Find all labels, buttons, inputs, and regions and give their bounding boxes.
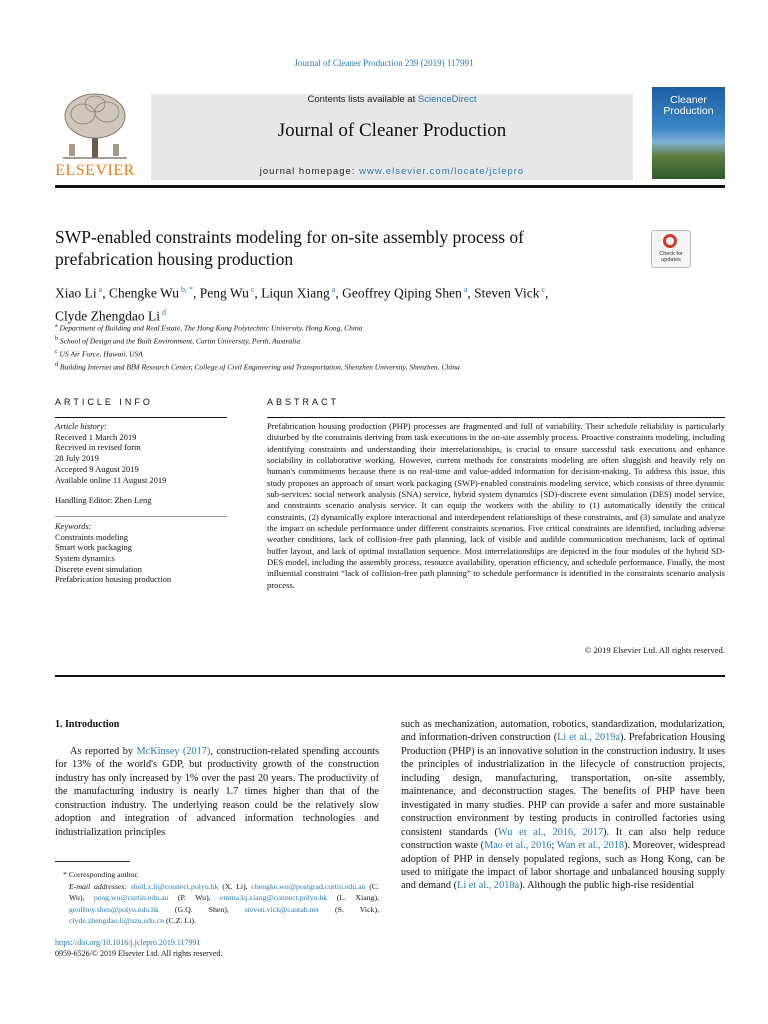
affiliation-text: US Air Force, Hawaii, USA — [57, 349, 143, 359]
contents-prefix: Contents lists available at — [307, 94, 418, 105]
intro-text: , construction-related spending accounts for 13% of the world's GDP, but productivity growth of the construction industry has only increased by 1% over the past 20 years. The productivity of the manufacturing industry is nearly 1.7 times higher than that of the construction industry. The underlying reason could be the relatively slow adoption and integration of advanced information technologies and industrialization principles — [55, 746, 379, 838]
citation-link[interactable]: Wu et al., 2016, 2017 — [497, 826, 604, 838]
cover-title-line-1: Cleaner — [670, 94, 707, 106]
citation-link[interactable]: McKinsey (2017) — [136, 746, 211, 757]
email-owner: (G.Q. Shen), — [158, 904, 245, 914]
author-affil-marker[interactable]: c — [248, 285, 255, 294]
header-rule — [55, 185, 725, 188]
intro-text: ; — [551, 840, 557, 852]
email-owner: (X. Li), — [218, 881, 252, 891]
issn-line: 0959-6526/© 2019 Elsevier Ltd. All rights reserved. — [55, 949, 223, 958]
author-separator: , — [102, 285, 109, 301]
keyword-item: Smart work packaging — [55, 542, 132, 553]
email-owner: (C.Z. Li). — [164, 916, 196, 926]
abstract-text: Prefabrication housing production (PHP) processes are fragmented and full of variability. Their schedule reliability is particularly disturbed by the constraints deriving from task executions in the on-site assembly process. Proactive constraints modeling, including identifying constraints and understanding their interrelationships, is crucial to ensure successful task executions and enhance sociability in collaborative working. However, current methods for constraints modeling are often sluggish and heavily rely on human's commitments because there is no real-time and value-added information for decision-making. To address this issue, this study proposes an approach of smart work packaging (SWP)-enabled constraints modeling service, which consists of three dynamic sub-services: social network analysis (SNA) service, hybrid system dynamics (SD)-discrete event simulation (DES) model service, and constraints scenario analysis service. It can equip the workers with the ability to (1) automatically identify the critical constraints, (2) dynamically explore interactional and interdependent relationships of these constraints, and (3) simulate and analyze the impact on schedule performance under different constraints scenarios. Five critical constraints are identified, including adverse weather conditions, lack of collision-free path planning, lack of visible and audible communication mechanism, lack of optimal buffer layout, and lack of optimal installation sequence. Most interrelationships are depicted in the four modules of the hybrid SD-DES model, including the assembly process, resource availability, operation efficiency, and schedule performance. Finally, the most influential constraint “lack of collision-free path planning” to schedule performance is identified in the constraints scenario analysis process. — [267, 421, 725, 590]
check-updates-icon — [663, 234, 677, 248]
intro-text: ). It can also help reduce construction waste ( — [401, 826, 725, 852]
affiliation-line — [55, 334, 715, 347]
homepage-prefix: journal homepage: — [259, 166, 360, 177]
article-info-rule — [55, 417, 227, 418]
author-affil-marker[interactable]: d — [159, 307, 166, 317]
email-link[interactable]: peng.wu@curtin.edu.au — [93, 893, 169, 903]
intro-text: such as mechanization, automation, robotics, standardization, modularization, and information-driven construction ( — [401, 719, 725, 744]
author-separator: , — [193, 285, 200, 301]
check-for-updates-badge[interactable] — [651, 230, 691, 268]
email-addresses — [55, 881, 379, 927]
author-name[interactable]: Liqun Xiang — [261, 285, 330, 301]
citation-link[interactable]: Mao et al., 2016 — [484, 840, 552, 852]
author-affil-marker[interactable]: a — [329, 285, 336, 294]
email-label: E-mail addresses: — [69, 881, 131, 891]
abstract-heading: ABSTRACT — [267, 397, 340, 407]
author-name[interactable]: Clyde Zhengdao Li — [55, 308, 160, 323]
email-link[interactable]: shell.x.li@connect.polyu.hk — [130, 881, 219, 891]
keyword-item: Constraints modeling — [55, 531, 128, 542]
affiliation-text: Building Internet and BIM Research Center, College of Civil Engineering and Transportation, Shenzhen University, Shenzhen, China — [58, 362, 460, 372]
article-info-heading: ARTICLE INFO — [55, 397, 153, 407]
history-item: 28 July 2019 — [55, 453, 99, 464]
affiliation-text: School of Design and the Built Environment, Curtin University, Perth, Australia — [58, 336, 301, 346]
author-separator: , — [467, 285, 475, 301]
author-affil-marker[interactable]: a — [461, 285, 468, 294]
keyword-item: Prefabrication housing production — [55, 574, 172, 585]
author-separator: , — [335, 285, 343, 301]
author-name[interactable]: Geoffrey Qiping Shen — [342, 285, 462, 301]
citation-link[interactable]: Li et al., 2019a — [557, 732, 621, 744]
article-info — [55, 421, 235, 585]
email-owner: (L. Xiang), — [327, 893, 379, 903]
intro-heading: 1. Introduction — [55, 719, 120, 730]
article-title: SWP-enabled constraints modeling for on-site assembly process of prefabrication housing production — [55, 227, 524, 269]
email-link[interactable]: clyde.zhengdao.li@szu.edu.cn — [69, 916, 165, 926]
homepage-link[interactable]: www.elsevier.com/locate/jclepro — [359, 166, 525, 177]
check-updates-label: Check for updates — [659, 251, 683, 263]
author-name[interactable]: Chengke Wu — [108, 285, 180, 301]
publisher-name: ELSEVIER — [55, 162, 135, 179]
keywords-list — [55, 532, 235, 586]
intro-paragraph-left — [55, 745, 379, 839]
corresponding-author-note: * Corresponding author. — [63, 870, 139, 879]
history-item: Available online 11 August 2019 — [55, 474, 167, 485]
author-affil-marker[interactable]: c — [539, 285, 546, 294]
affiliation-marker: b — [55, 336, 58, 342]
cover-title — [652, 95, 725, 117]
email-link[interactable]: geoffrey.shen@polyu.edu.hk — [69, 904, 159, 914]
affiliations — [55, 321, 715, 373]
journal-reference[interactable]: Journal of Cleaner Production 239 (2019) 117991 — [294, 58, 474, 68]
affiliation-marker: a — [55, 323, 58, 329]
footnotes — [55, 869, 379, 927]
history-item: Accepted 9 August 2019 — [55, 463, 139, 474]
intro-text: As reported by — [70, 746, 137, 757]
email-link[interactable]: steven.vick@cantab.net — [244, 904, 320, 914]
email-link[interactable]: chengke.wu@postgrad.curtin.edu.au — [251, 881, 366, 891]
author-separator: , — [545, 285, 549, 301]
email-owner: (S. Vick), — [319, 904, 380, 914]
keyword-item: Discrete event simulation — [55, 563, 142, 574]
history-label: Article history: — [55, 421, 107, 431]
email-link[interactable]: emma.lq.xiang@connect.polyu.hk — [220, 893, 328, 903]
affiliation-text: Department of Building and Real Estate, The Hong Kong Polytechnic University, Hong Kong, China — [57, 323, 363, 333]
email-owner: (C. Wu), — [69, 881, 379, 903]
journal-cover[interactable] — [652, 87, 725, 179]
abstract-rule — [267, 417, 725, 418]
cover-title-line-2: Production — [663, 105, 714, 117]
copyright: © 2019 Elsevier Ltd. All rights reserved. — [584, 645, 725, 655]
elsevier-tree-icon — [55, 88, 135, 164]
history-item: Received 1 March 2019 — [55, 431, 137, 442]
handling-editor: Handling Editor: Zhen Leng — [55, 495, 152, 506]
sciencedirect-link[interactable]: ScienceDirect — [417, 94, 477, 105]
author-list — [55, 280, 655, 325]
journal-title: Journal of Cleaner Production — [277, 120, 507, 141]
author-name[interactable]: Steven Vick — [474, 285, 540, 301]
citation-link[interactable]: Wan et al., 2018 — [556, 840, 625, 852]
history-list — [55, 432, 235, 486]
author-affil-marker[interactable]: a — [96, 285, 103, 294]
history-item: Received in revised form — [55, 442, 141, 453]
author-affil-marker[interactable]: b, * — [179, 285, 194, 294]
doi-link[interactable]: https://doi.org/10.1016/j.jclepro.2019.117991 — [55, 938, 201, 947]
intro-text: ). Although the public high-rise residential — [519, 880, 695, 892]
citation-link[interactable]: Li et al., 2018a — [457, 880, 520, 892]
homepage-line — [151, 166, 633, 177]
footnote-rule — [55, 861, 130, 862]
author-name[interactable]: Xiao Li — [55, 285, 97, 301]
intro-text: ). Prefabrication Housing Production (PHP) is an innovative solution in the construction industry. It uses the principles of industrialization in the lifecycle of construction projects, including design, manufacturing, transportation, on-site assembly, maintenance, and deconstruction stages. The benefits of PHP have been investigated in many studies. PHP can provide a safer and more sustainable construction environment by testing products in controlled factories using consistent standards ( — [401, 732, 725, 838]
intro-text: ). Moreover, widespread adoption of PHP in densely populated regions, such as Hong Kong, can be used to mitigate the impact of labor shortage and unbalanced housing supply and demand ( — [401, 840, 725, 892]
journal-header — [151, 94, 633, 180]
keywords-label: Keywords: — [55, 520, 92, 531]
affiliation-marker: d — [55, 362, 58, 368]
keyword-item: System dynamics — [55, 553, 115, 564]
author-separator: , — [254, 285, 262, 301]
affiliation-line — [55, 347, 715, 360]
intro-paragraph-right — [401, 718, 725, 893]
contents-line — [151, 94, 633, 105]
email-owner: (P. Wu), — [168, 893, 221, 903]
doi-block — [55, 937, 222, 959]
section-rule — [55, 675, 725, 677]
author-name[interactable]: Peng Wu — [199, 285, 249, 301]
affiliation-marker: c — [55, 349, 58, 355]
affiliation-line — [55, 360, 715, 373]
elsevier-logo — [55, 88, 135, 180]
keywords-rule — [55, 516, 227, 517]
affiliation-line — [55, 321, 715, 334]
